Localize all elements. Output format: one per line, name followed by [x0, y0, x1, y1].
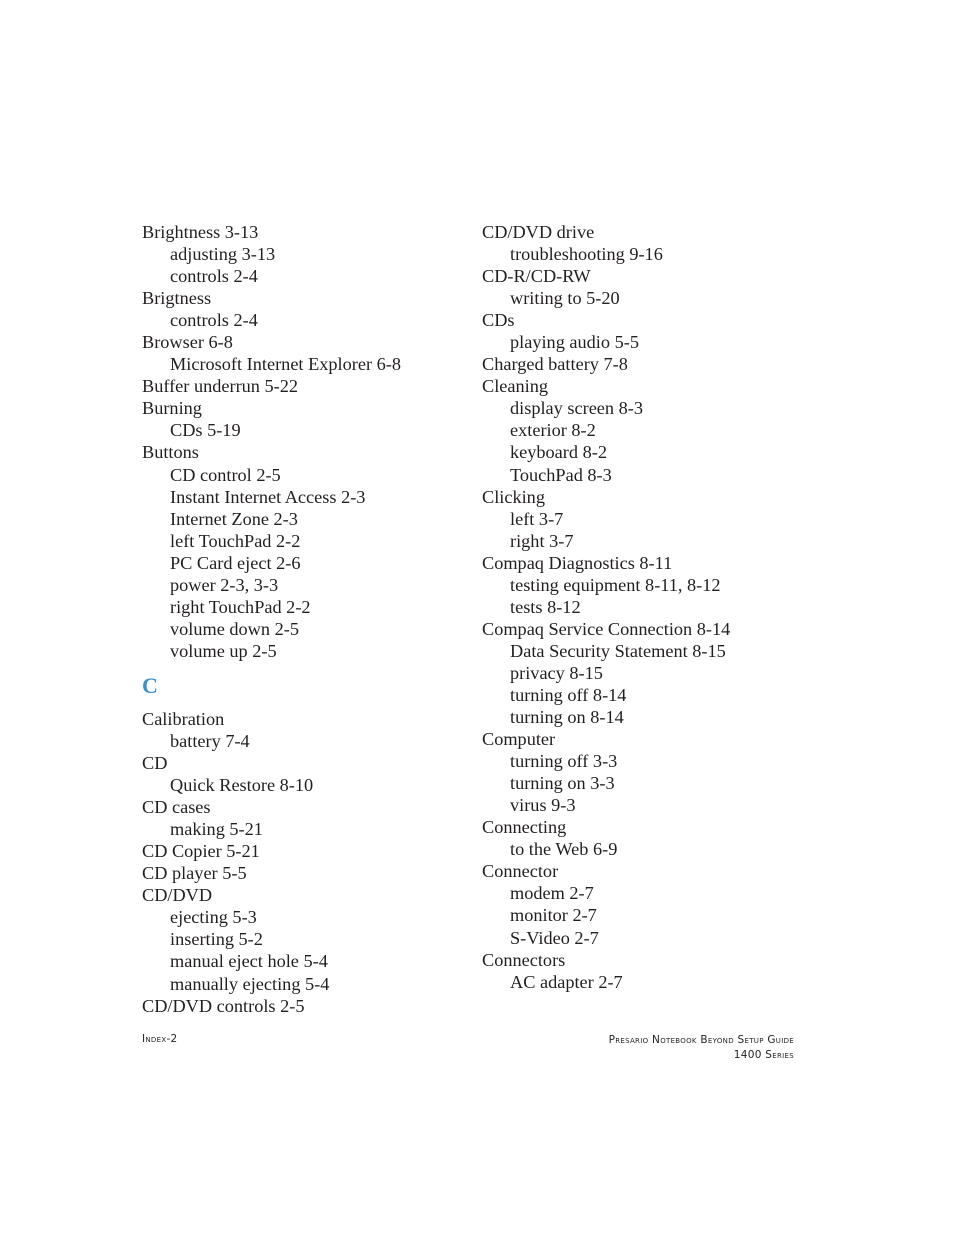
index-subentry: tests 8-12	[510, 596, 581, 617]
index-subentry: turning on 3-3	[510, 773, 615, 794]
index-entry: Brigtness	[142, 288, 212, 309]
guide-title-footer	[609, 1033, 794, 1063]
index-subentry: S-Video 2-7	[510, 927, 599, 948]
series-label: 1400 Series	[733, 1049, 794, 1061]
index-subentry: CDs 5-19	[170, 420, 241, 441]
index-subentry: turning on 8-14	[510, 707, 624, 728]
index-subentry: PC Card eject 2-6	[170, 552, 301, 573]
index-subentry: Microsoft Internet Explorer 6-8	[170, 354, 401, 375]
index-subentry: volume up 2-5	[170, 640, 277, 661]
index-entry: Buttons	[142, 442, 199, 463]
index-entry: Browser 6-8	[142, 332, 233, 353]
index-entry: Connectors	[482, 949, 566, 970]
index-entry: CD	[142, 753, 168, 774]
index-subentry: Internet Zone 2-3	[170, 508, 298, 529]
index-subentry: right 3-7	[510, 530, 574, 551]
index-subentry: left TouchPad 2-2	[170, 530, 301, 551]
index-subentry: Quick Restore 8-10	[170, 775, 314, 796]
index-subentry: playing audio 5-5	[510, 332, 639, 353]
index-entry: Connector	[482, 861, 559, 882]
index-subentry: Instant Internet Access 2-3	[170, 486, 366, 507]
index-subentry: virus 9-3	[510, 795, 576, 816]
guide-title: Presario Notebook Beyond Setup Guide	[608, 1034, 794, 1046]
index-entry: CD player 5-5	[142, 863, 247, 884]
index-entry: Connecting	[482, 817, 567, 838]
index-entry: Buffer underrun 5-22	[142, 376, 299, 397]
index-subentry: power 2-3, 3-3	[170, 574, 279, 595]
index-subentry: writing to 5-20	[510, 288, 620, 309]
index-subentry: right TouchPad 2-2	[170, 596, 311, 617]
index-subentry: Data Security Statement 8-15	[510, 640, 726, 661]
index-subentry: controls 2-4	[170, 310, 258, 331]
index-subentry: CD control 2-5	[170, 464, 281, 485]
index-entry: CD Copier 5-21	[142, 841, 260, 862]
index-entry: Clicking	[482, 486, 545, 507]
index-entry: CD/DVD	[142, 885, 213, 906]
index-subentry: testing equipment 8-11, 8-12	[510, 574, 721, 595]
index-subentry: adjusting 3-13	[170, 244, 276, 265]
index-entry: Brightness 3-13	[142, 222, 259, 242]
page-number-footer	[142, 1033, 178, 1045]
index-column-left	[142, 221, 462, 1017]
index-subentry: display screen 8-3	[510, 398, 644, 419]
index-subentry: inserting 5-2	[170, 929, 263, 950]
index-subentry: volume down 2-5	[170, 618, 299, 639]
index-subentry: turning off 8-14	[510, 684, 627, 705]
index-entry: Computer	[482, 729, 556, 750]
index-subentry: turning off 3-3	[510, 751, 618, 772]
index-entry: Compaq Service Connection 8-14	[482, 618, 731, 639]
index-entry: Compaq Diagnostics 8-11	[482, 552, 673, 573]
index-subentry: controls 2-4	[170, 266, 258, 287]
index-entry: Calibration	[142, 708, 225, 729]
index-entry: CD/DVD controls 2-5	[142, 995, 305, 1016]
index-subentry: monitor 2-7	[510, 905, 597, 926]
index-subentry: exterior 8-2	[510, 420, 596, 441]
index-subentry: left 3-7	[510, 508, 564, 529]
index-entry: CD-R/CD-RW	[482, 266, 591, 287]
index-subentry: TouchPad 8-3	[510, 464, 612, 485]
index-subentry: privacy 8-15	[510, 662, 603, 683]
index-entry: Burning	[142, 398, 202, 419]
index-entry: CDs	[482, 310, 515, 331]
index-subentry: keyboard 8-2	[510, 442, 607, 463]
index-entry: CD/DVD drive	[482, 222, 595, 242]
index-entry: CD cases	[142, 797, 211, 818]
index-subentry: ejecting 5-3	[170, 907, 257, 928]
index-entry: Cleaning	[482, 376, 549, 397]
index-subentry: modem 2-7	[510, 883, 594, 904]
index-column-right	[482, 221, 812, 993]
page-label: Index-2	[142, 1033, 178, 1045]
index-subentry: troubleshooting 9-16	[510, 244, 663, 265]
index-subentry: battery 7-4	[170, 730, 250, 751]
index-subentry: making 5-21	[170, 819, 263, 840]
index-letter-heading: C	[142, 672, 158, 698]
index-entry: Charged battery 7-8	[482, 354, 628, 375]
index-subentry: manually ejecting 5-4	[170, 973, 330, 994]
index-subentry: to the Web 6-9	[510, 839, 618, 860]
index-subentry: AC adapter 2-7	[510, 971, 623, 992]
index-subentry: manual eject hole 5-4	[170, 951, 328, 972]
